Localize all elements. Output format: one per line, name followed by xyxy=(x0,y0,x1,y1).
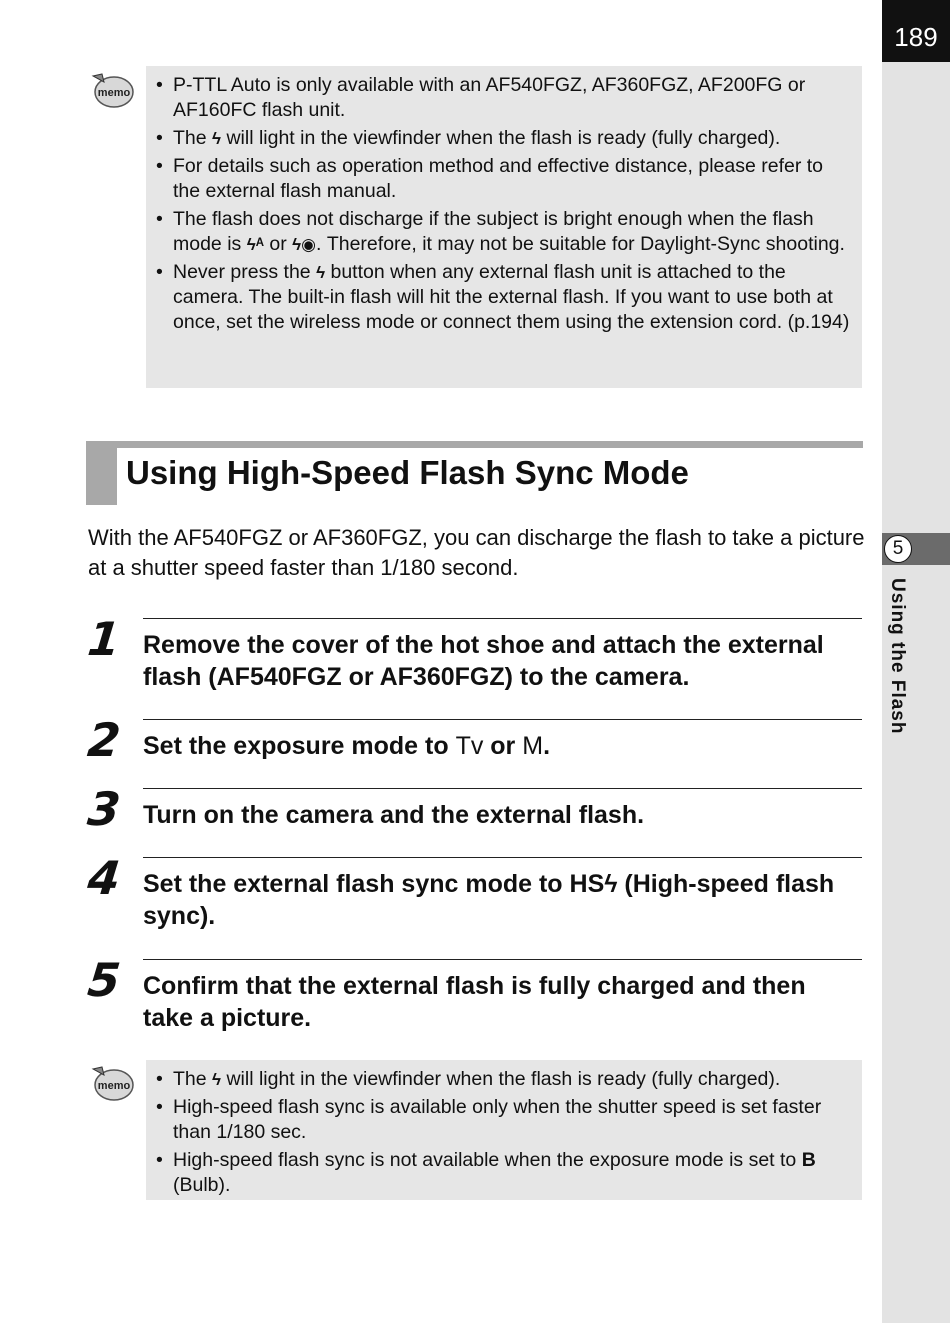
step-number: 4 xyxy=(85,851,123,905)
step-divider xyxy=(143,618,862,619)
memo-top-box xyxy=(146,66,862,388)
step-divider xyxy=(143,788,862,789)
memo-bottom-item: • The ϟ will light in the viewfinder when the flash is ready (fully charged). xyxy=(156,1067,850,1092)
memo-top-item: • The ϟ will light in the viewfinder when the flash is ready (fully charged). xyxy=(156,126,850,151)
step-text: Set the external flash sync mode to HSϟ (High-speed flash sync). xyxy=(143,870,835,930)
svg-text:memo: memo xyxy=(97,1080,131,1092)
step-divider xyxy=(143,857,862,858)
step-number: 1 xyxy=(85,612,123,666)
step-text: Confirm that the external flash is fully charged and then take a picture. xyxy=(143,972,806,1032)
flash-icon: ϟ xyxy=(212,1070,222,1089)
step-text: Set the exposure mode to Tv or M. xyxy=(143,732,551,760)
section-header xyxy=(86,441,863,505)
memo-icon xyxy=(90,70,134,110)
step-text: Turn on the camera and the external flash. xyxy=(143,801,645,829)
svg-text:memo: memo xyxy=(97,87,131,99)
section-title: Using High-Speed Flash Sync Mode xyxy=(126,454,689,491)
flash-icon: ϟ xyxy=(212,129,222,148)
step-text: Remove the cover of the hot shoe and attach the external flash (AF540FGZ or AF360FGZ) to the camera. xyxy=(143,631,824,691)
memo-bottom-item: • High-speed flash sync is not available when the exposure mode is set to B (Bulb). xyxy=(156,1148,850,1198)
mode-m-icon: M xyxy=(522,732,544,760)
memo-icon xyxy=(90,1063,134,1103)
step-number: 2 xyxy=(85,713,123,767)
memo-top-item: • Never press the ϟ button when any external flash unit is attached to the camera. The built-in flash will hit the external flash. If you want to use both at once, set the wireless mode or connect them using the extension cord. (p.194) xyxy=(156,260,850,335)
chapter-number: 5 xyxy=(884,535,912,563)
intro-paragraph: With the AF540FGZ or AF360FGZ, you can discharge the flash to take a picture at a shutter speed faster than 1/180 second. xyxy=(88,525,865,580)
memo-bottom-item: • High-speed flash sync is available only when the shutter speed is set faster than 1/180 sec. xyxy=(156,1095,850,1145)
step-number: 5 xyxy=(85,953,123,1007)
step-number: 3 xyxy=(85,782,123,836)
step-divider xyxy=(143,959,862,960)
flash-auto-icon: ϟᴬ xyxy=(246,235,264,254)
section-header-bar xyxy=(86,441,117,505)
mode-bulb-icon: B xyxy=(801,1149,816,1171)
flash-button-icon: ϟ xyxy=(316,263,326,282)
memo-top-item: • The flash does not discharge if the subject is bright enough when the flash mode is ϟᴬ or ϟ◉. Therefore, it may not be suitable for Daylight-Sync shooting. xyxy=(156,207,850,257)
memo-top-item: • For details such as operation method and effective distance, please refer to the external flash manual. xyxy=(156,154,850,204)
flash-icon: ϟ xyxy=(604,870,618,898)
page-number: 189 xyxy=(882,0,950,62)
mode-tv-icon: Tv xyxy=(455,732,484,760)
memo-top-item: • P-TTL Auto is only available with an AF540FGZ, AF360FGZ, AF200FG or AF160FC flash unit. xyxy=(156,73,850,123)
section-header-rule xyxy=(86,441,863,448)
memo-bottom-box xyxy=(146,1060,862,1200)
chapter-title: Using the Flash xyxy=(887,578,908,735)
step-divider xyxy=(143,719,862,720)
flash-auto-redeye-icon: ϟ◉ xyxy=(292,235,316,254)
